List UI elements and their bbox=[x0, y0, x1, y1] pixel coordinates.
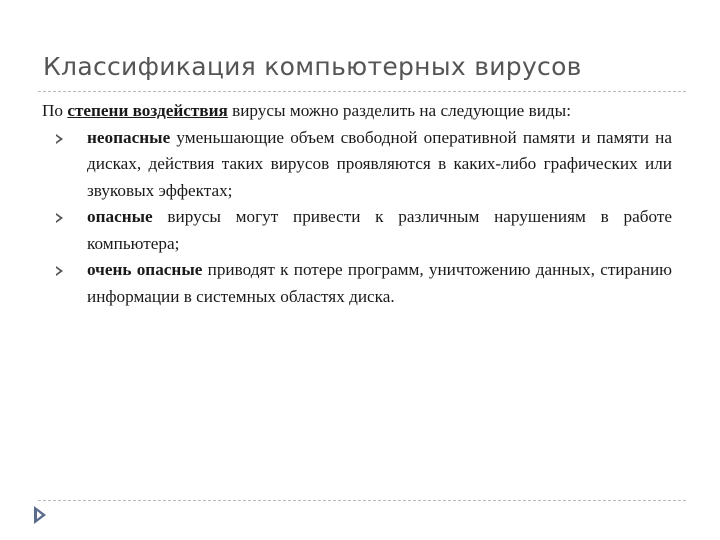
intro-emphasis: степени воздействия bbox=[67, 101, 228, 120]
list-item bbox=[42, 204, 672, 257]
list-item-term: неопасные bbox=[87, 127, 171, 147]
list-item bbox=[42, 125, 672, 205]
list-item-term: очень опасные bbox=[87, 260, 203, 279]
title-divider bbox=[38, 91, 686, 92]
slide-body bbox=[42, 98, 672, 310]
triangle-bullet-icon bbox=[56, 134, 63, 144]
triangle-bullet-icon bbox=[56, 213, 63, 223]
intro-suffix: вирусы можно разделить на следующие виды: bbox=[227, 101, 571, 120]
list-item-text: приводят к потере программ, уничтожению данных, стиранию информации в системных областях диска. bbox=[87, 260, 672, 306]
list-item-text: уменьшающие объем свободной оперативной памяти и памяти на дисках, действия таких вирусов проявляются в каких-либо графических или звуковых эффектах; bbox=[87, 127, 672, 200]
list-item bbox=[42, 257, 672, 310]
list-item-term: опасные bbox=[87, 207, 153, 226]
slide-navigation-arrow-icon[interactable] bbox=[33, 505, 47, 525]
intro-prefix: По bbox=[42, 101, 68, 120]
footer-divider bbox=[38, 500, 686, 501]
triangle-bullet-icon bbox=[56, 266, 63, 276]
virus-type-list bbox=[42, 125, 672, 311]
slide-title: Классификация компьютерных вирусов bbox=[43, 52, 582, 81]
list-item-text: вирусы могут привести к различным нарушениям в работе компьютера; bbox=[87, 207, 672, 253]
intro-paragraph bbox=[42, 98, 672, 125]
